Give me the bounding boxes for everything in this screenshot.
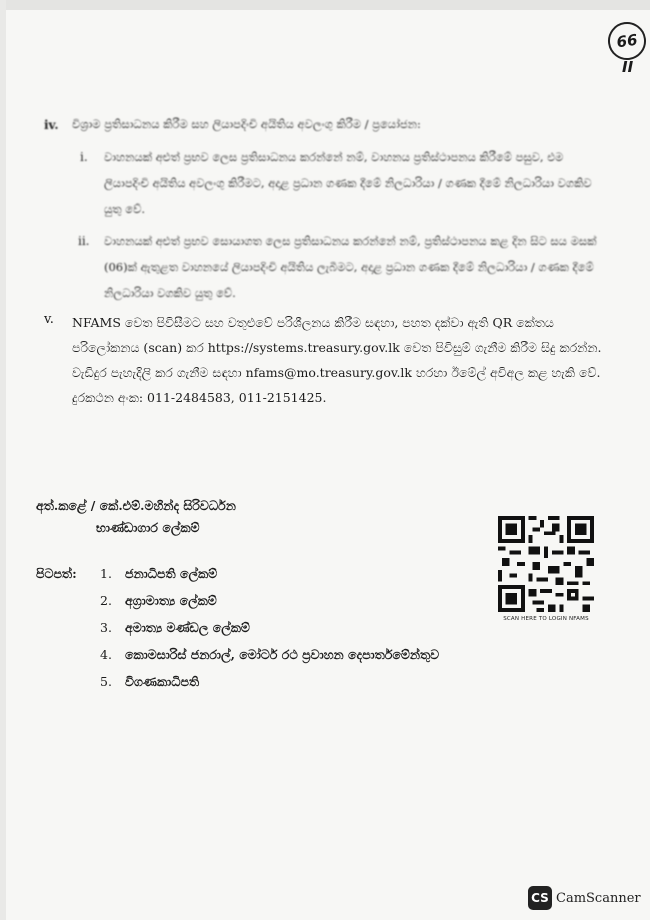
scan-edge [0,0,650,10]
copies-item-number: 5. [100,674,112,689]
qr-block [498,516,594,622]
copies-list-item [100,674,439,701]
scan-edge [0,0,6,920]
sub-item-i-text: වාහනයක් අළුත් ප්‍රභව ලෙස ප්‍රතිසාධනය කරන්නේ නම්, වාහනය ප්‍රතිස්ථාපනය කිරීමේ පසුව, එම ලියාපදිංචි අයිතිය අවලංගු කිරීමට, අදාළ ප්‍රධාන ගණක දීමේ නිලධාරියා / ගණක දීමේ නිලධාරියා වගකිව යුතු වේ. [104,150,592,216]
section-v-marker: v. [44,312,54,327]
copies-item-number: 1. [100,566,112,581]
copies-item-text: අග්‍රාමාත්‍ය ලේකම් [125,593,217,608]
copies-item-text: කොමසාරිස් ජනරාල්, මෝටර් රථ ප්‍රවාහන දෙපාර්තමේන්තුව [125,647,440,662]
qr-code-icon[interactable] [498,516,594,612]
section-v-text: NFAMS වෙත පිවිසීමට සහ වතුළුවේ පරිශීලනය කිරීම සඳහා, පහත දක්වා ඇති QR කේතය පරිලෝකනය (scan) කර https://systems.treasury.gov.lk වෙත පිවිසුම් ගැනීම කිරීම සිදු කරන්න. වැඩිදුර පැහැදිලි කර ගැනීම සඳහා nfams@mo.treasury.gov.lk හරහා ඊමේල් අවිඅල කළ හැකි වේ. දුරකථන අංක: 011-2484583, 011-2151425. [72,315,602,405]
copies-label: පිටපත්: [36,566,77,581]
copies-item-number: 4. [100,647,112,662]
sub-item-ii-text: වාහනයක් අළුත් ප්‍රභව සොයාගත ලෙස ප්‍රතිසාධනය කරන්නේ නම්, ප්‍රතිස්ථාපනය කළ දින සිට සය මසක් (06)ක් ඇතුළත වාහනයේ ලියාපදිංචි අයිතිය ලැබීමට, අදාළ ප්‍රධාන ගණක දීමේ නිලධාරියා / ගණක දීමේ නිලධාරියා වගකිව යුතු වේ. [104,234,597,300]
copies-list-item [100,566,439,593]
sub-item-ii-marker: ii. [78,234,90,248]
page-sub-number: II [622,58,634,76]
copies-list [100,566,439,701]
section-iv-marker: iv. [44,118,59,132]
signatory-title: භාණ්ඩාගාර ලේකම් [96,520,200,535]
copies-list-item [100,647,439,674]
copies-item-number: 2. [100,593,112,608]
copies-item-text: විගණකාධිපති [125,674,200,689]
camscanner-watermark [528,885,641,911]
sub-item-i-marker: i. [80,150,88,164]
copies-item-text: ජනාධිපති ලේකම් [125,566,218,581]
copies-list-item [100,593,439,620]
qr-caption: SCAN HERE TO LOGIN NFAMS [503,616,589,622]
camscanner-logo-icon: CS [528,886,552,910]
page-number: 66 [606,20,649,63]
signatory-name: අත්.කළේ / කේ.එම්.මහින්ද සිරිවර්ධන [36,498,236,513]
copies-list-item [100,620,439,647]
section-iv-heading: විශ්‍රාම ප්‍රතිසාධනය කිරීම සහ ලියාපදිංචි අයිතිය අවලංගු කිරීම / ප්‍රයෝජන: [72,117,421,131]
copies-item-number: 3. [100,620,112,635]
camscanner-brand: CamScanner [556,890,641,906]
copies-item-text: අමාත්‍ය මණ්ඩල ලේකම් [125,620,250,635]
